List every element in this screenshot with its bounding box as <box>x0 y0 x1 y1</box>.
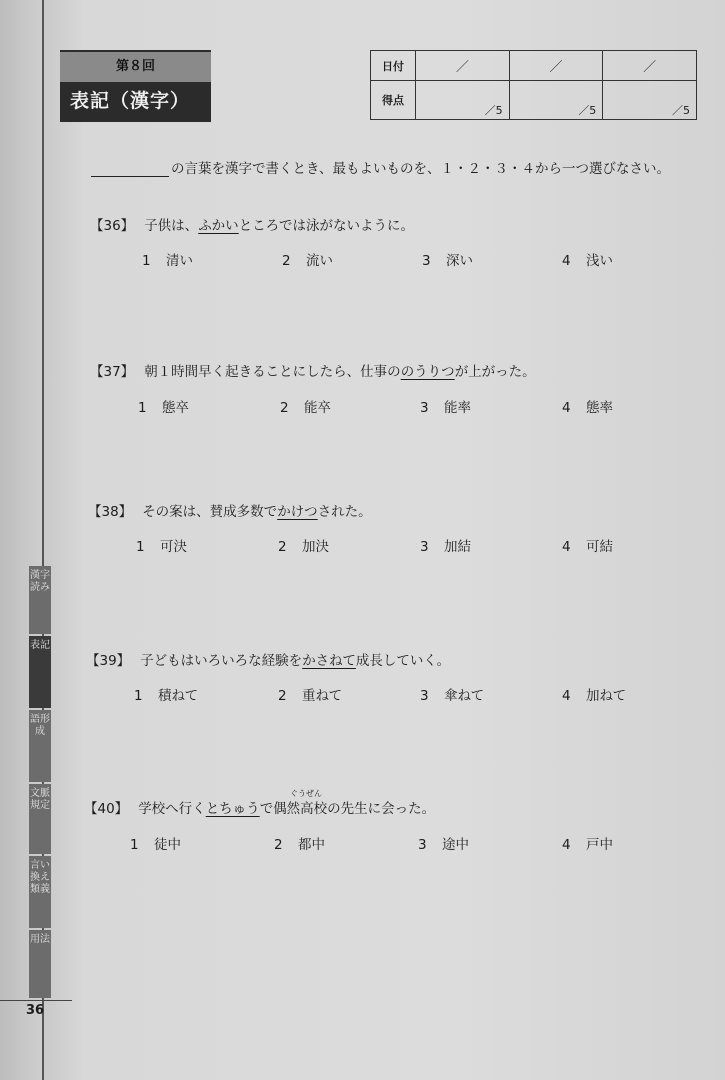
question-text-after: ところでは泳がないように。 <box>238 218 415 234</box>
option-2[interactable]: 2 都中 <box>274 837 325 853</box>
option-4[interactable]: 4 可結 <box>562 539 613 555</box>
option-3[interactable]: 3 傘ねて <box>420 688 485 704</box>
option-text: 戸中 <box>586 837 613 853</box>
option-2[interactable]: 2 能卒 <box>280 400 331 416</box>
option-text: 清い <box>166 253 193 269</box>
option-1[interactable]: 1 態卒 <box>138 400 189 416</box>
option-4[interactable]: 4 浅い <box>562 253 613 269</box>
question-number: 【40】 <box>84 801 129 817</box>
tab-kanji-reading[interactable]: 漢字読み <box>29 566 51 634</box>
option-1[interactable]: 1 徒中 <box>130 837 181 853</box>
score-label: 得点 <box>371 81 416 120</box>
score-slot-2-max: ／5 <box>578 104 597 117</box>
option-text: 流い <box>306 253 333 269</box>
option-text: 能卒 <box>304 400 331 416</box>
option-text: 徒中 <box>154 837 181 853</box>
question-number: 【37】 <box>90 364 135 380</box>
option-text: 都中 <box>298 837 325 853</box>
ruby-reading: ぐうぜん <box>290 789 322 798</box>
question-number: 【39】 <box>86 653 131 669</box>
blank-underline <box>91 162 169 177</box>
instruction-text: の言葉を漢字で書くとき、最もよいものを、１・２・３・４から一つ選びなさい。 <box>171 161 670 177</box>
option-1[interactable]: 1 可決 <box>136 539 187 555</box>
score-slot-1-max: ／5 <box>484 104 503 117</box>
question-text-after: で偶然高校の先生に会った。 <box>259 801 436 817</box>
option-text: 途中 <box>442 837 469 853</box>
question-text-before: 学校へ行く <box>138 801 206 817</box>
question-text-after: が上がった。 <box>454 364 536 380</box>
option-3[interactable]: 3 途中 <box>418 837 469 853</box>
option-3[interactable]: 3 深い <box>422 253 473 269</box>
tab-context[interactable]: 文脈規定 <box>29 784 51 854</box>
option-4[interactable]: 4 加ねて <box>562 688 627 704</box>
score-slot-3-max: ／5 <box>672 104 690 117</box>
option-text: 深い <box>446 253 473 269</box>
option-text: 態卒 <box>162 400 189 416</box>
underlined-word: とちゅう <box>205 801 260 817</box>
option-text: 能率 <box>444 400 471 416</box>
round-label: 第８回 <box>60 52 211 82</box>
date-slot-2[interactable]: ／ <box>509 51 603 81</box>
score-slot-3[interactable] <box>603 81 697 120</box>
score-slot-2[interactable] <box>509 81 603 120</box>
tab-notation[interactable]: 表記 <box>29 636 51 708</box>
score-box <box>370 50 697 120</box>
question-text-before: 子どもはいろいろな経験を <box>140 653 303 669</box>
option-4[interactable]: 4 戸中 <box>562 837 613 853</box>
footer-rule <box>0 1000 72 1001</box>
question-text-after: 成長していく。 <box>355 653 451 669</box>
option-2[interactable]: 2 加決 <box>278 539 329 555</box>
tab-word-formation[interactable]: 語形成 <box>29 710 51 782</box>
instruction-line <box>91 157 670 177</box>
option-text: 可決 <box>160 539 187 555</box>
question-text-before: 子供は、 <box>144 218 199 234</box>
underlined-word: のうりつ <box>400 364 455 380</box>
question-text-before: 朝１時間早く起きることにしたら、仕事の <box>144 364 401 380</box>
option-text: 態率 <box>586 400 613 416</box>
option-text: 積ねて <box>158 688 199 704</box>
tab-paraphrase[interactable]: 言い換え類義 <box>29 856 51 928</box>
tab-usage[interactable]: 用法 <box>29 930 51 998</box>
option-1[interactable]: 1 積ねて <box>134 688 199 704</box>
option-text: 加結 <box>444 539 471 555</box>
question-number: 【38】 <box>88 504 133 520</box>
underlined-word: かけつ <box>277 504 318 520</box>
score-slot-1[interactable] <box>416 81 510 120</box>
date-slot-1[interactable]: ／ <box>416 51 510 81</box>
page-number: 36 <box>26 1003 45 1018</box>
question-number: 【36】 <box>90 218 135 234</box>
underlined-word: ふかい <box>198 218 239 234</box>
option-text: 可結 <box>586 539 613 555</box>
option-text: 加ねて <box>586 688 627 704</box>
option-1[interactable]: 1 清い <box>142 253 193 269</box>
underlined-word: かさねて <box>302 653 356 669</box>
section-title: 表記（漢字） <box>70 90 191 112</box>
option-4[interactable]: 4 態率 <box>562 400 613 416</box>
option-3[interactable]: 3 能率 <box>420 400 471 416</box>
date-slot-3[interactable]: ／ <box>603 51 697 81</box>
option-text: 加決 <box>302 539 329 555</box>
option-3[interactable]: 3 加結 <box>420 539 471 555</box>
question-text-before: その案は、賛成多数で <box>142 504 278 520</box>
question-text-after: された。 <box>317 504 372 520</box>
date-label: 日付 <box>371 51 416 81</box>
option-text: 傘ねて <box>444 688 485 704</box>
option-text: 浅い <box>586 253 613 269</box>
option-2[interactable]: 2 重ねて <box>278 688 343 704</box>
option-2[interactable]: 2 流い <box>282 253 333 269</box>
option-text: 重ねて <box>302 688 343 704</box>
